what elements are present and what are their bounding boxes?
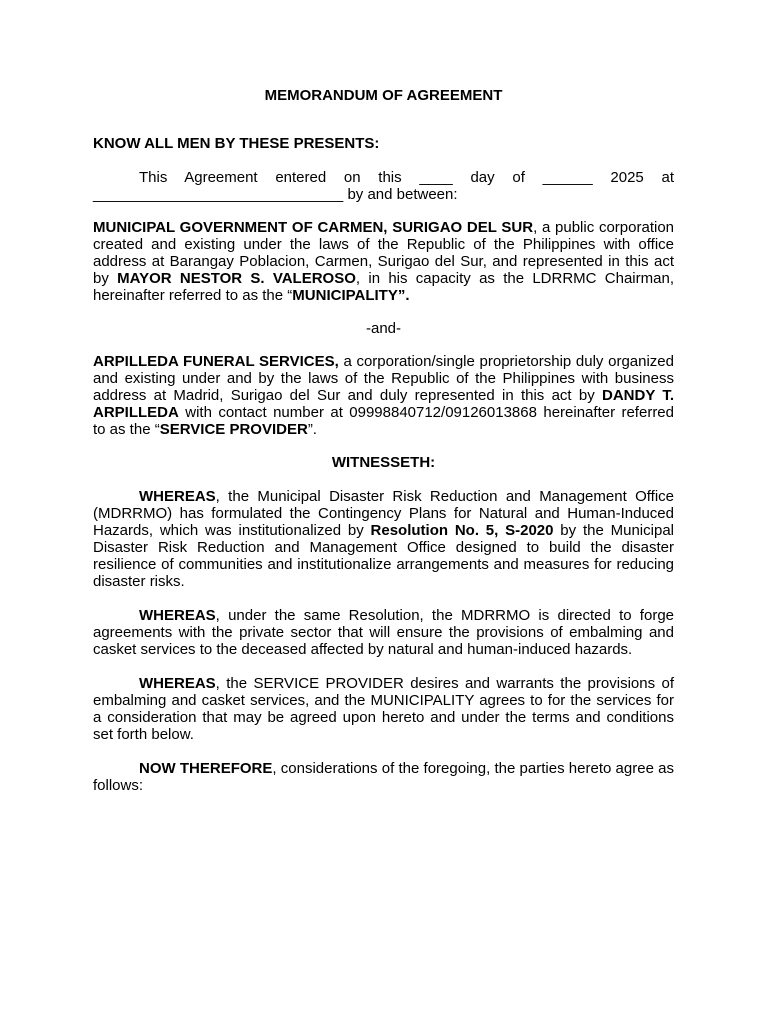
- intro-heading: KNOW ALL MEN BY THESE PRESENTS:: [93, 135, 380, 152]
- party-2-text: a corporation/single proprietorship duly organized and existing under and by the laws of the Republic of the Philippines with business address at Madrid, Surigao del Sur and duly represented in this act by: [93, 353, 674, 404]
- party-1-text: , a public corporation created and existing under the laws of the Republic of the Philippines with office address at Barangay Poblacion, Carmen, Surigao del Sur, and represented in this act by: [93, 219, 674, 287]
- whereas-2-paragraph: [93, 607, 674, 658]
- agreement-text: at: [661, 169, 674, 186]
- party-2-alias: SERVICE PROVIDER: [159, 421, 308, 438]
- party-1-representative: MAYOR NESTOR S. VALEROSO: [117, 270, 356, 287]
- whereas-3-paragraph: [93, 675, 674, 743]
- party-1-alias: MUNICIPALITY”.: [292, 287, 410, 304]
- party-2-representative: DANDY T. ARPILLEDA: [93, 387, 674, 421]
- party-1-name: MUNICIPAL GOVERNMENT OF CARMEN, SURIGAO DEL SUR: [93, 219, 534, 236]
- resolution-reference: Resolution No. 5, S-2020: [370, 522, 554, 539]
- whereas-text: , the Municipal Disaster Risk Reduction and Management Office (MDRRMO) has formulated the Contingency Plans for Natural and Human-Induced Hazards, which was institutionalized by: [93, 488, 674, 539]
- and-separator: -and-: [365, 320, 402, 337]
- party-1-paragraph: [93, 219, 674, 304]
- whereas-text: by the Municipal Disaster Risk Reduction and Management Office designed to build the disaster resilience of communities and institutionalize arrangements and measures for reducing disaster risks.: [93, 522, 674, 590]
- whereas-lead: WHEREAS: [139, 488, 216, 505]
- party-2-name: ARPILLEDA FUNERAL SERVICES,: [93, 353, 339, 370]
- document-title: MEMORANDUM OF AGREEMENT: [264, 87, 503, 104]
- witnesseth-heading: WITNESSETH:: [331, 454, 436, 471]
- now-therefore-lead: NOW THEREFORE: [139, 760, 273, 777]
- agreement-line-2: [93, 186, 674, 203]
- whereas-lead: WHEREAS: [139, 607, 216, 624]
- blank-day: ____: [419, 169, 453, 186]
- agreement-text: by and between:: [347, 186, 458, 203]
- agreement-text: day of: [470, 169, 525, 186]
- now-therefore-paragraph: [93, 760, 674, 794]
- party-1-text: , in his capacity as the LDRRMC Chairman, hereinafter referred to as the “: [93, 270, 674, 304]
- blank-month: ______: [542, 169, 593, 186]
- party-2-text: ”.: [307, 421, 317, 438]
- whereas-lead: WHEREAS: [139, 675, 216, 692]
- party-2-paragraph: [93, 353, 674, 438]
- document-body: [93, 87, 674, 794]
- agreement-line-1: [93, 169, 674, 186]
- agreement-year: 2025: [610, 169, 644, 186]
- whereas-1-paragraph: [93, 488, 674, 590]
- party-2-text: with contact number at 09998840712/09126013868 hereinafter referred to as the “: [93, 404, 674, 438]
- now-therefore-text: , considerations of the foregoing, the parties hereto agree as follows:: [93, 760, 674, 794]
- blank-place: ______________________________: [93, 186, 344, 203]
- agreement-text: This Agreement entered on this: [139, 169, 402, 186]
- whereas-text: , under the same Resolution, the MDRRMO is directed to forge agreements with the private sector that will ensure the provisions of embalming and casket services to the deceased affected by natural and human-induced hazards.: [93, 607, 674, 658]
- whereas-text: , the SERVICE PROVIDER desires and warrants the provisions of embalming and casket services, and the MUNICIPALITY agrees to for the services for a consideration that may be agreed upon hereto and under the terms and conditions set forth below.: [93, 675, 674, 743]
